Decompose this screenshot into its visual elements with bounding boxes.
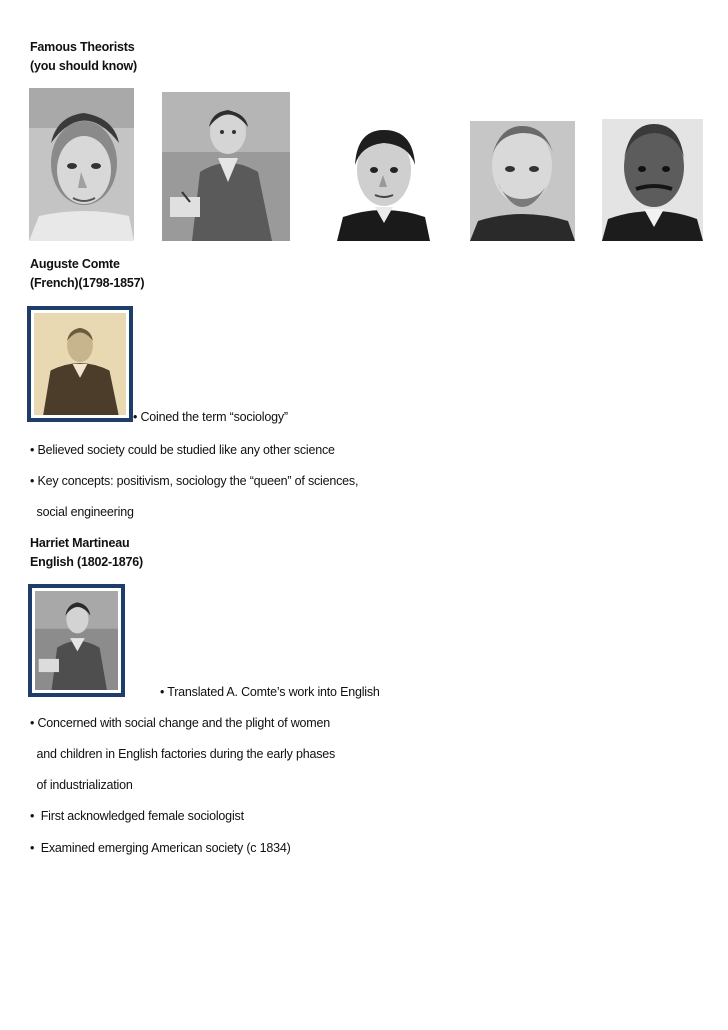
theorist-portrait-3: [337, 125, 430, 241]
martineau-portrait-frame: [28, 584, 125, 697]
comte-name: Auguste Comte: [30, 257, 120, 271]
comte-bullet-3: • Key concepts: positivism, sociology the “queen” of sciences,: [30, 474, 359, 488]
martineau-name: Harriet Martineau: [30, 536, 130, 550]
martineau-bullet-3: • First acknowledged female sociologist: [30, 809, 244, 823]
comte-portrait: [34, 313, 126, 415]
martineau-portrait: [35, 591, 118, 690]
section-title: Famous Theorists: [30, 40, 135, 54]
martineau-bullet-1: • Translated A. Comte’s work into English: [160, 685, 380, 699]
theorist-portrait-5: [602, 119, 703, 241]
comte-portrait-frame: [27, 306, 133, 422]
section-subtitle: (you should know): [30, 59, 138, 73]
martineau-origin: English (1802-1876): [30, 555, 143, 569]
theorist-portrait-1: [29, 88, 134, 241]
theorist-portrait-2: [162, 92, 290, 241]
martineau-bullet-2-cont-1: and children in English factories during the early phases: [30, 747, 336, 761]
comte-bullet-1: • Coined the term “sociology”: [133, 410, 288, 424]
comte-origin: (French)(1798-1857): [30, 276, 145, 290]
martineau-bullet-4: • Examined emerging American society (c 1834): [30, 841, 291, 855]
martineau-bullet-2: • Concerned with social change and the plight of women: [30, 716, 331, 730]
martineau-bullet-2-cont-2: of industrialization: [30, 778, 133, 792]
comte-bullet-2: • Believed society could be studied like any other science: [30, 443, 335, 457]
comte-bullet-3-cont: social engineering: [30, 505, 134, 519]
theorist-portrait-4: [470, 121, 575, 241]
